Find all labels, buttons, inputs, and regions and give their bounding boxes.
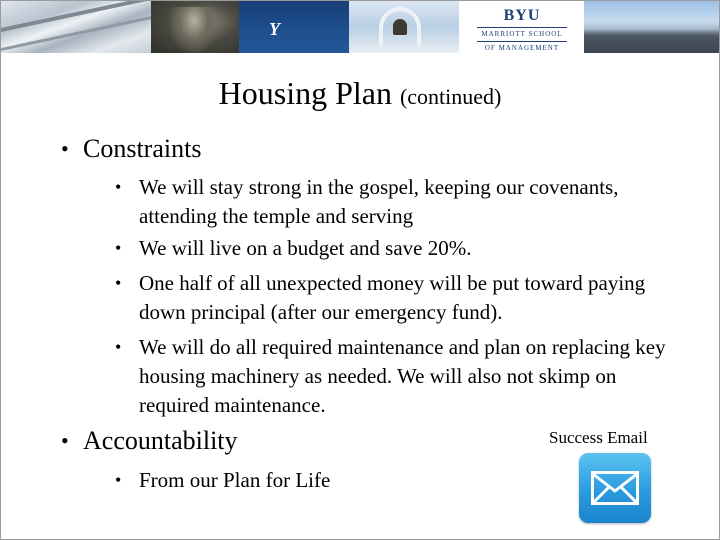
logo-subtext: MARRIOTT SCHOOL (481, 30, 563, 38)
sub-bullet-text: One half of all unexpected money will be put toward paying down principal (after our emergency fund). (139, 271, 646, 324)
sub-bullet (115, 173, 679, 231)
byu-marriott-logo (459, 1, 584, 53)
sub-bullet-text: From our Plan for Life (139, 468, 331, 492)
bullet-constraints (61, 133, 202, 165)
sub-bullet-text: We will do all required maintenance and plan on replacing key housing machinery as needed. We will also not skimp on required maintenance. (139, 335, 666, 417)
banner-photo-bell-tower (349, 1, 459, 53)
banner-photo-statue (151, 1, 239, 53)
bullet-icon: • (115, 238, 122, 258)
success-email-button[interactable] (579, 453, 651, 523)
y-logo-icon: Y (269, 19, 280, 39)
bullet-text: Accountability (83, 426, 238, 455)
bell-icon (393, 19, 407, 35)
bullet-icon: • (115, 177, 122, 197)
envelope-icon (591, 471, 639, 505)
title-main: Housing Plan (218, 75, 392, 111)
statue-image (169, 7, 219, 53)
bullet-accountability (61, 425, 238, 457)
bullet-icon: • (115, 337, 122, 357)
success-email-label: Success Email (549, 428, 648, 447)
bullet-icon: • (61, 136, 69, 161)
header-banner (1, 1, 719, 53)
sub-bullet (115, 333, 679, 420)
sub-bullet-text: We will stay strong in the gospel, keeping our covenants, attending the temple and serving (139, 175, 619, 228)
logo-text: BYU (503, 7, 541, 24)
bullet-text: Constraints (83, 134, 202, 163)
sub-bullet (115, 269, 679, 327)
banner-photo-y-mountain (239, 1, 349, 53)
bullet-icon: • (115, 470, 122, 490)
banner-photo-city (584, 1, 719, 53)
title-suffix: (continued) (399, 84, 502, 109)
banner-photo-building (1, 1, 151, 53)
bullet-icon: • (115, 273, 122, 293)
logo-subtext-2: OF MANAGEMENT (484, 44, 560, 52)
sub-bullet (115, 234, 679, 263)
sub-bullet-text: We will live on a budget and save 20%. (139, 236, 472, 260)
slide-title (1, 73, 719, 117)
bullet-icon: • (61, 428, 69, 453)
